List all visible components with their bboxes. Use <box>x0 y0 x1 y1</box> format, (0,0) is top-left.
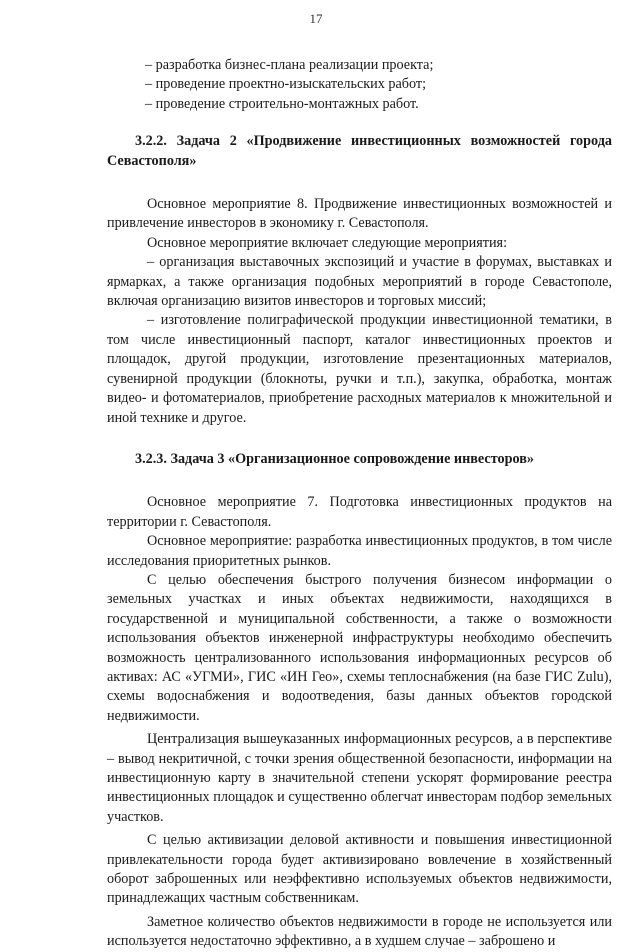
list-item: – проведение проектно-изыскательских работ; <box>145 76 427 93</box>
paragraph: Основное мероприятие: разработка инвестиционных продуктов, в том числе исследования приоритетных рынков. <box>107 533 612 569</box>
paragraph: Основное мероприятие 8. Продвижение инвестиционных возможностей и привлечение инвесторов в экономику г. Севастополя. <box>107 196 612 232</box>
page-number: 17 <box>309 11 323 26</box>
paragraph: Централизация вышеуказанных информационных ресурсов, а в перспективе – вывод некритичной, с точки зрения общественной безопасности, информации на инвестиционную карту в значительной степени ускорят формирование реестра инвестиционных площадок и существенно облегчат инвесторам подбор земельных участков. <box>107 731 612 825</box>
paragraph: Основное мероприятие включает следующие мероприятия: <box>147 234 508 251</box>
paragraph: С целью активизации деловой активности и повышения инвестиционной привлекательности города будет активизировано вовлечение в хозяйственный оборот заброшенных или неэффективно используемых объектов недвижимости, принадлежащих частным собственникам. <box>107 832 612 907</box>
list-item: – разработка бизнес-плана реализации проекта; <box>145 57 434 73</box>
section-heading-3-2-3: 3.2.3. Задача 3 «Организационное сопровождение инвесторов» <box>135 450 534 467</box>
paragraph: С целью обеспечения быстрого получения бизнесом информации о земельных участках и иных объектах недвижимости, находящихся в государственной и муниципальной собственности, а также о возможности использования объектов инженерной инфраструктуры необходимо обеспечить возможность централизованного использования информационных ресурсов об активах: АС «УГМИ», ГИС «ИН Гео», схемы теплоснабжения (на базе ГИС Zulu), схемы водоснабжения и водоотведения, базы данных объектов городской недвижимости. <box>107 571 612 724</box>
paragraph: – организация выставочных экспозиций и участие в форумах, выставках и ярмарках, а также организация подобных мероприятий в городе Севастополе, включая организацию визитов инвесторов и торговых миссий; <box>107 254 612 310</box>
section-body-3-2-3 <box>107 493 612 951</box>
top-bullet-list <box>145 56 612 114</box>
section-body-3-2-2 <box>107 195 612 428</box>
page-content <box>107 56 612 952</box>
paragraph: – изготовление полиграфической продукции инвестиционной тематики, в том числе инвестиционный паспорт, каталог инвестиционных проектов и площадок, другой продукции, изготовление презентационных материалов, сувенирной продукции (блокноты, ручки и т.п.), закупка, обработка, монтаж видео- и фотоматериалов, приобретение расходных материалов к множительной и иной технике и другое. <box>107 312 612 426</box>
list-item: – проведение строительно-монтажных работ. <box>145 95 419 112</box>
paragraph: Заметное количество объектов недвижимости в городе не используется или используется недостаточно эффективно, а в худшем случае – заброшено и <box>107 913 612 950</box>
paragraph: Основное мероприятие 7. Подготовка инвестиционных продуктов на территории г. Севастополя. <box>107 494 612 530</box>
section-heading-3-2-2: 3.2.2. Задача 2 «Продвижение инвестиционных возможностей города Севастополя» <box>107 133 612 169</box>
